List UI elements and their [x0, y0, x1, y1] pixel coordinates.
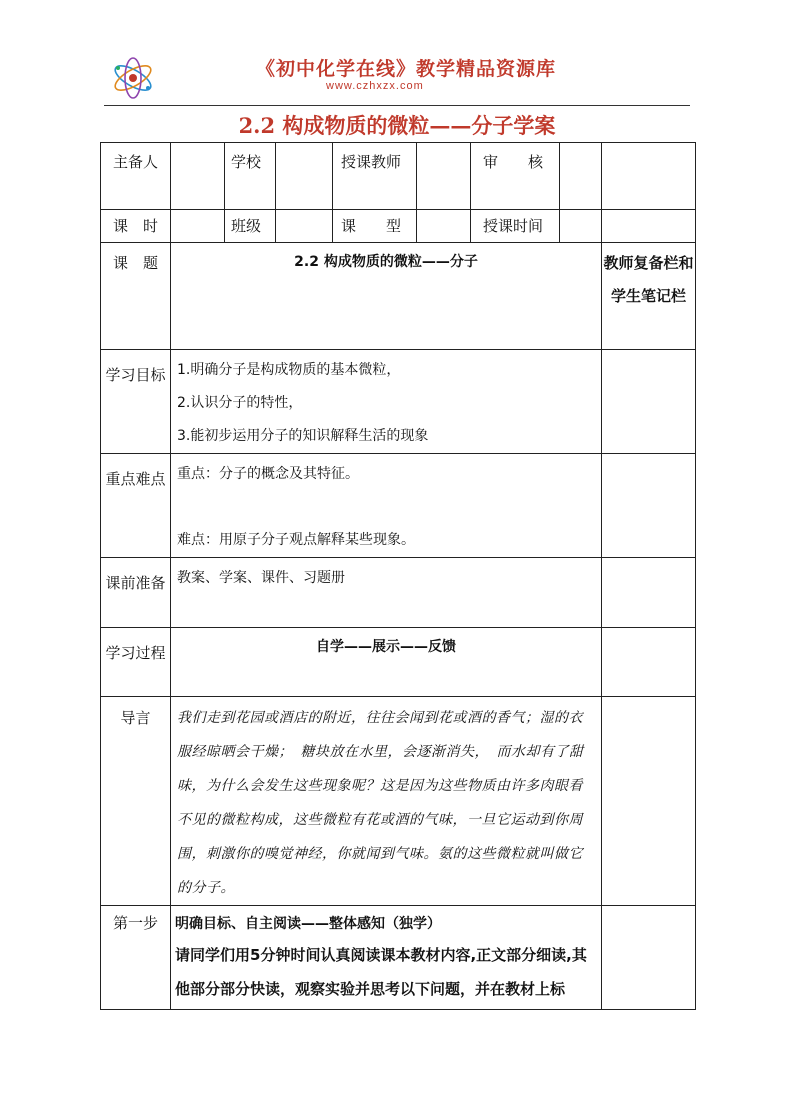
- table-row-key-points: [101, 454, 696, 558]
- key-points-label: 重点难点: [101, 454, 171, 558]
- goals-notes: [602, 350, 696, 454]
- step1-body: 请同学们用5分钟时间认真阅读课本教材内容,正文部分细读,其他部分部分快读，观察实验并思考以下问题，并在教材上标: [175, 946, 587, 998]
- process-value: 自学——展示——反馈: [171, 628, 602, 697]
- school-value: [276, 143, 333, 210]
- goal-item: 1.明确分子是构成物质的基本微粒，: [177, 362, 401, 378]
- review-label: 审 核: [471, 143, 560, 210]
- header-divider: [104, 105, 690, 106]
- teacher-value: [417, 143, 471, 210]
- intro-notes: [602, 697, 696, 906]
- process-notes: [602, 628, 696, 697]
- notes-column-header: 教师复备栏和学生笔记栏: [602, 243, 696, 350]
- step1-notes: [602, 906, 696, 1010]
- goal-item: 2.认识分子的特性，: [177, 395, 303, 411]
- intro-label: 导言: [101, 697, 171, 906]
- hours-label: 课 时: [101, 210, 171, 243]
- preparer-label: 主备人: [101, 143, 171, 210]
- prep-label: 课前准备: [101, 558, 171, 628]
- table-row-prep: [101, 558, 696, 628]
- prep-notes: [602, 558, 696, 628]
- table-row-step1: [101, 906, 696, 1010]
- step1-heading: 明确目标、自主阅读——整体感知（独学）: [175, 916, 441, 932]
- table-row-intro: [101, 697, 696, 906]
- intro-text: 我们走到花园或酒店的附近，往往会闻到花或酒的香气；湿的衣服经晾晒会干燥； 糖块放在水里，会逐渐消失， 而水却有了甜味，为什么会发生这些现象呢？这是因为这些物质由许多肉眼看不见的微粒构成，这些微粒有花或酒的气味，一旦它运动到你周围，刺激你的嗅觉神经，你就闻到气味。氨的这些微粒就叫做它的分子。: [171, 697, 602, 906]
- table-row-topic: [101, 243, 696, 350]
- step1-content: [171, 906, 602, 1010]
- process-label: 学习过程: [101, 628, 171, 697]
- class-value: [276, 210, 333, 243]
- topic-label: 课 题: [101, 243, 171, 350]
- topic-value: 2.2 构成物质的微粒——分子: [171, 243, 602, 350]
- review-value: [560, 143, 602, 210]
- type-label: 课 型: [333, 210, 417, 243]
- time-value: [560, 210, 602, 243]
- school-label: 学校: [225, 143, 276, 210]
- table-row-goals: [101, 350, 696, 454]
- banner-url: www.czhxzx.com: [326, 80, 424, 92]
- page-title: 2.2 构成物质的微粒——分子学案: [238, 113, 556, 138]
- table-row-process: [101, 628, 696, 697]
- goal-item: 3.能初步运用分子的知识解释生活的现象: [177, 428, 429, 444]
- goals-content: [171, 350, 602, 454]
- goals-label: 学习目标: [101, 350, 171, 454]
- preparer-value: [171, 143, 225, 210]
- key-point: 重点：分子的概念及其特征。: [177, 466, 359, 482]
- review-extra: [602, 143, 696, 210]
- lesson-plan-table: [100, 142, 696, 1010]
- type-value: [417, 210, 471, 243]
- class-label: 班级: [225, 210, 276, 243]
- teacher-label: 授课教师: [333, 143, 417, 210]
- key-points-content: [171, 454, 602, 558]
- time-extra: [602, 210, 696, 243]
- table-row-preparer: [101, 143, 696, 210]
- header-banner: [108, 50, 686, 104]
- hours-value: [171, 210, 225, 243]
- banner-title: 《初中化学在线》教学精品资源库: [256, 58, 557, 80]
- difficult-point: 难点：用原子分子观点解释某些现象。: [177, 532, 415, 548]
- time-label: 授课时间: [471, 210, 560, 243]
- atom-logo-icon: [108, 54, 158, 102]
- step1-label: 第一步: [101, 906, 171, 1010]
- key-points-notes: [602, 454, 696, 558]
- prep-value: 教案、学案、课件、习题册: [171, 558, 602, 628]
- table-row-hours: [101, 210, 696, 243]
